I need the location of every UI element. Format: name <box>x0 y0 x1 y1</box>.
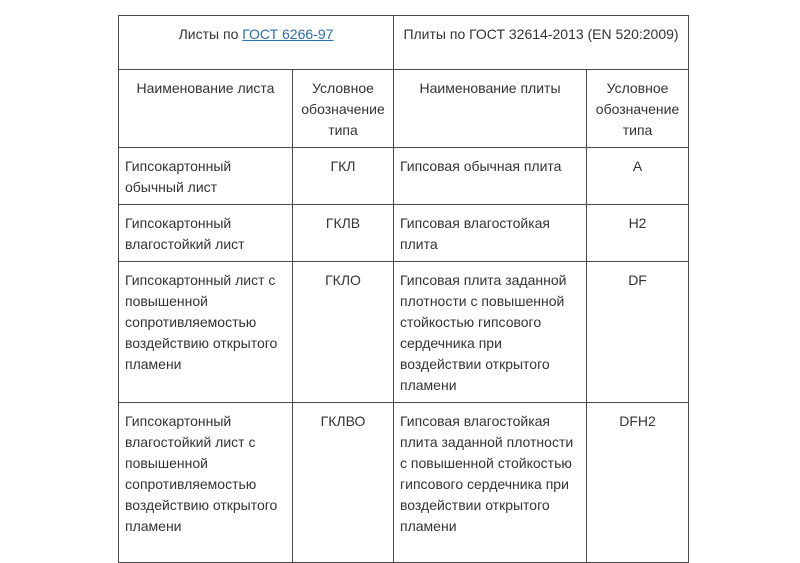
plate-name-cell: Гипсовая влагостойкая плита заданной плотности с повышенной стойкостью гипсового сердечника при воздействии открытого пламени <box>394 403 587 563</box>
sheet-name-cell: Гипсокартонный обычный лист <box>119 148 293 205</box>
sheet-code-cell: ГКЛВО <box>293 403 394 563</box>
plates-group-header: Плиты по ГОСТ 32614-2013 (EN 520:2009) <box>394 16 689 70</box>
plate-name-cell: Гипсовая влагостойкая плита <box>394 205 587 262</box>
sheet-name-cell: Гипсокартонный влагостойкий лист с повышенной сопротивляемостью воздействию открытого пламени <box>119 403 293 563</box>
plate-name-cell: Гипсовая плита заданной плотности с повышенной стойкостью гипсового сердечника при воздействии открытого пламени <box>394 262 587 403</box>
sheets-group-prefix: Листы по <box>178 26 243 42</box>
plate-code-cell: DF <box>587 262 689 403</box>
plate-code-cell: H2 <box>587 205 689 262</box>
sheet-name-cell: Гипсокартонный лист с повышенной сопротивляемостью воздействию открытого пламени <box>119 262 293 403</box>
gost-comparison-table <box>118 15 689 563</box>
group-header-row <box>119 16 689 70</box>
plate-code-cell: DFH2 <box>587 403 689 563</box>
table-row <box>119 262 689 403</box>
gost-6266-link[interactable]: ГОСТ 6266-97 <box>242 26 334 42</box>
table-row <box>119 403 689 563</box>
sheet-name-cell: Гипсокартонный влагостойкий лист <box>119 205 293 262</box>
plate-code-cell: A <box>587 148 689 205</box>
plate-name-column-header: Наименование плиты <box>394 70 587 148</box>
sheet-name-column-header: Наименование листа <box>119 70 293 148</box>
sheets-group-header <box>119 16 394 70</box>
plate-name-cell: Гипсовая обычная плита <box>394 148 587 205</box>
sheet-code-cell: ГКЛВ <box>293 205 394 262</box>
sheet-code-cell: ГКЛ <box>293 148 394 205</box>
plate-code-column-header: Условное обозначение типа <box>587 70 689 148</box>
table-row <box>119 205 689 262</box>
column-header-row <box>119 70 689 148</box>
sheet-code-column-header: Условное обозначение типа <box>293 70 394 148</box>
table-row <box>119 148 689 205</box>
sheet-code-cell: ГКЛО <box>293 262 394 403</box>
